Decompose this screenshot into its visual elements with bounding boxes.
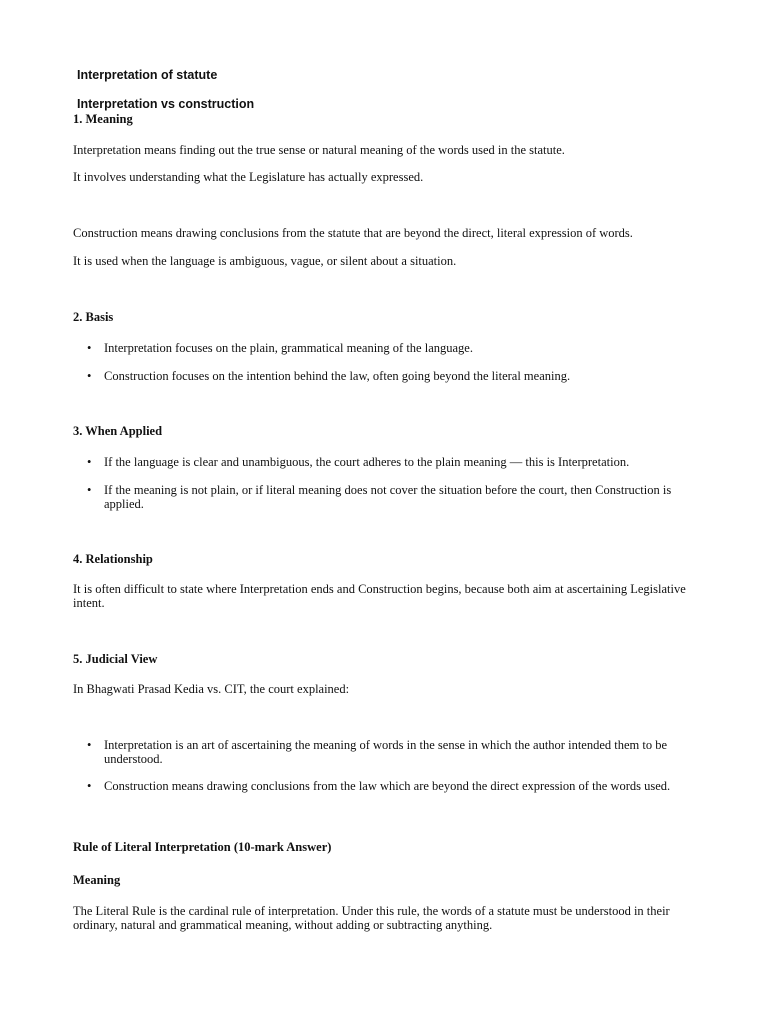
- bullet-icon: •: [87, 369, 92, 383]
- section-heading-when-applied: 3. When Applied: [73, 424, 163, 438]
- paragraph: In Bhagwati Prasad Kedia vs. CIT, the court explained:: [73, 682, 350, 696]
- subheading-meaning: Meaning: [73, 873, 121, 887]
- section-heading-meaning: 1. Meaning: [73, 112, 133, 126]
- paragraph: It is often difficult to state where Interpretation ends and Construction begins, because both aim at ascertaining Legislative intent.: [73, 582, 686, 610]
- bullet-icon: •: [87, 779, 92, 793]
- list-item-text: Construction means drawing conclusions from the law which are beyond the direct expression of the words used.: [104, 779, 671, 793]
- bullet-icon: •: [87, 455, 92, 469]
- list-item-text: Construction focuses on the intention behind the law, often going beyond the literal meaning.: [104, 369, 571, 383]
- bullet-icon: •: [87, 341, 92, 355]
- paragraph: It involves understanding what the Legislature has actually expressed.: [73, 170, 424, 184]
- bullet-icon: •: [87, 738, 92, 752]
- paragraph: Interpretation means finding out the true sense or natural meaning of the words used in the statute.: [73, 143, 565, 157]
- paragraph: The Literal Rule is the cardinal rule of interpretation. Under this rule, the words of a statute must be understood in their ordinary, natural and grammatical meaning, without adding or subtracting anything.: [73, 904, 670, 932]
- list-item: [87, 455, 697, 469]
- list-item: [87, 779, 697, 793]
- list-item-text: If the meaning is not plain, or if literal meaning does not cover the situation before the court, then Construction is applied.: [104, 483, 672, 511]
- list-item-text: Interpretation is an art of ascertaining the meaning of words in the sense in which the author intended them to be understood.: [104, 738, 668, 766]
- section-heading-literal-rule: Rule of Literal Interpretation (10-mark Answer): [73, 840, 332, 854]
- section-heading-relationship: 4. Relationship: [73, 552, 153, 566]
- list-item: [87, 341, 697, 355]
- document-subtitle: Interpretation vs construction: [77, 97, 255, 111]
- list-item-text: If the language is clear and unambiguous, the court adheres to the plain meaning — this is Interpretation.: [104, 455, 630, 469]
- bullet-icon: •: [87, 483, 92, 497]
- list-item-text: Interpretation focuses on the plain, grammatical meaning of the language.: [104, 341, 473, 355]
- section-heading-judicial-view: 5. Judicial View: [73, 652, 158, 666]
- list-item: [87, 483, 697, 511]
- paragraph: Construction means drawing conclusions from the statute that are beyond the direct, literal expression of words.: [73, 226, 633, 240]
- list-item: [87, 738, 697, 766]
- document-title: Interpretation of statute: [77, 68, 218, 82]
- paragraph: It is used when the language is ambiguous, vague, or silent about a situation.: [73, 254, 457, 268]
- list-item: [87, 369, 697, 383]
- section-heading-basis: 2. Basis: [73, 310, 114, 324]
